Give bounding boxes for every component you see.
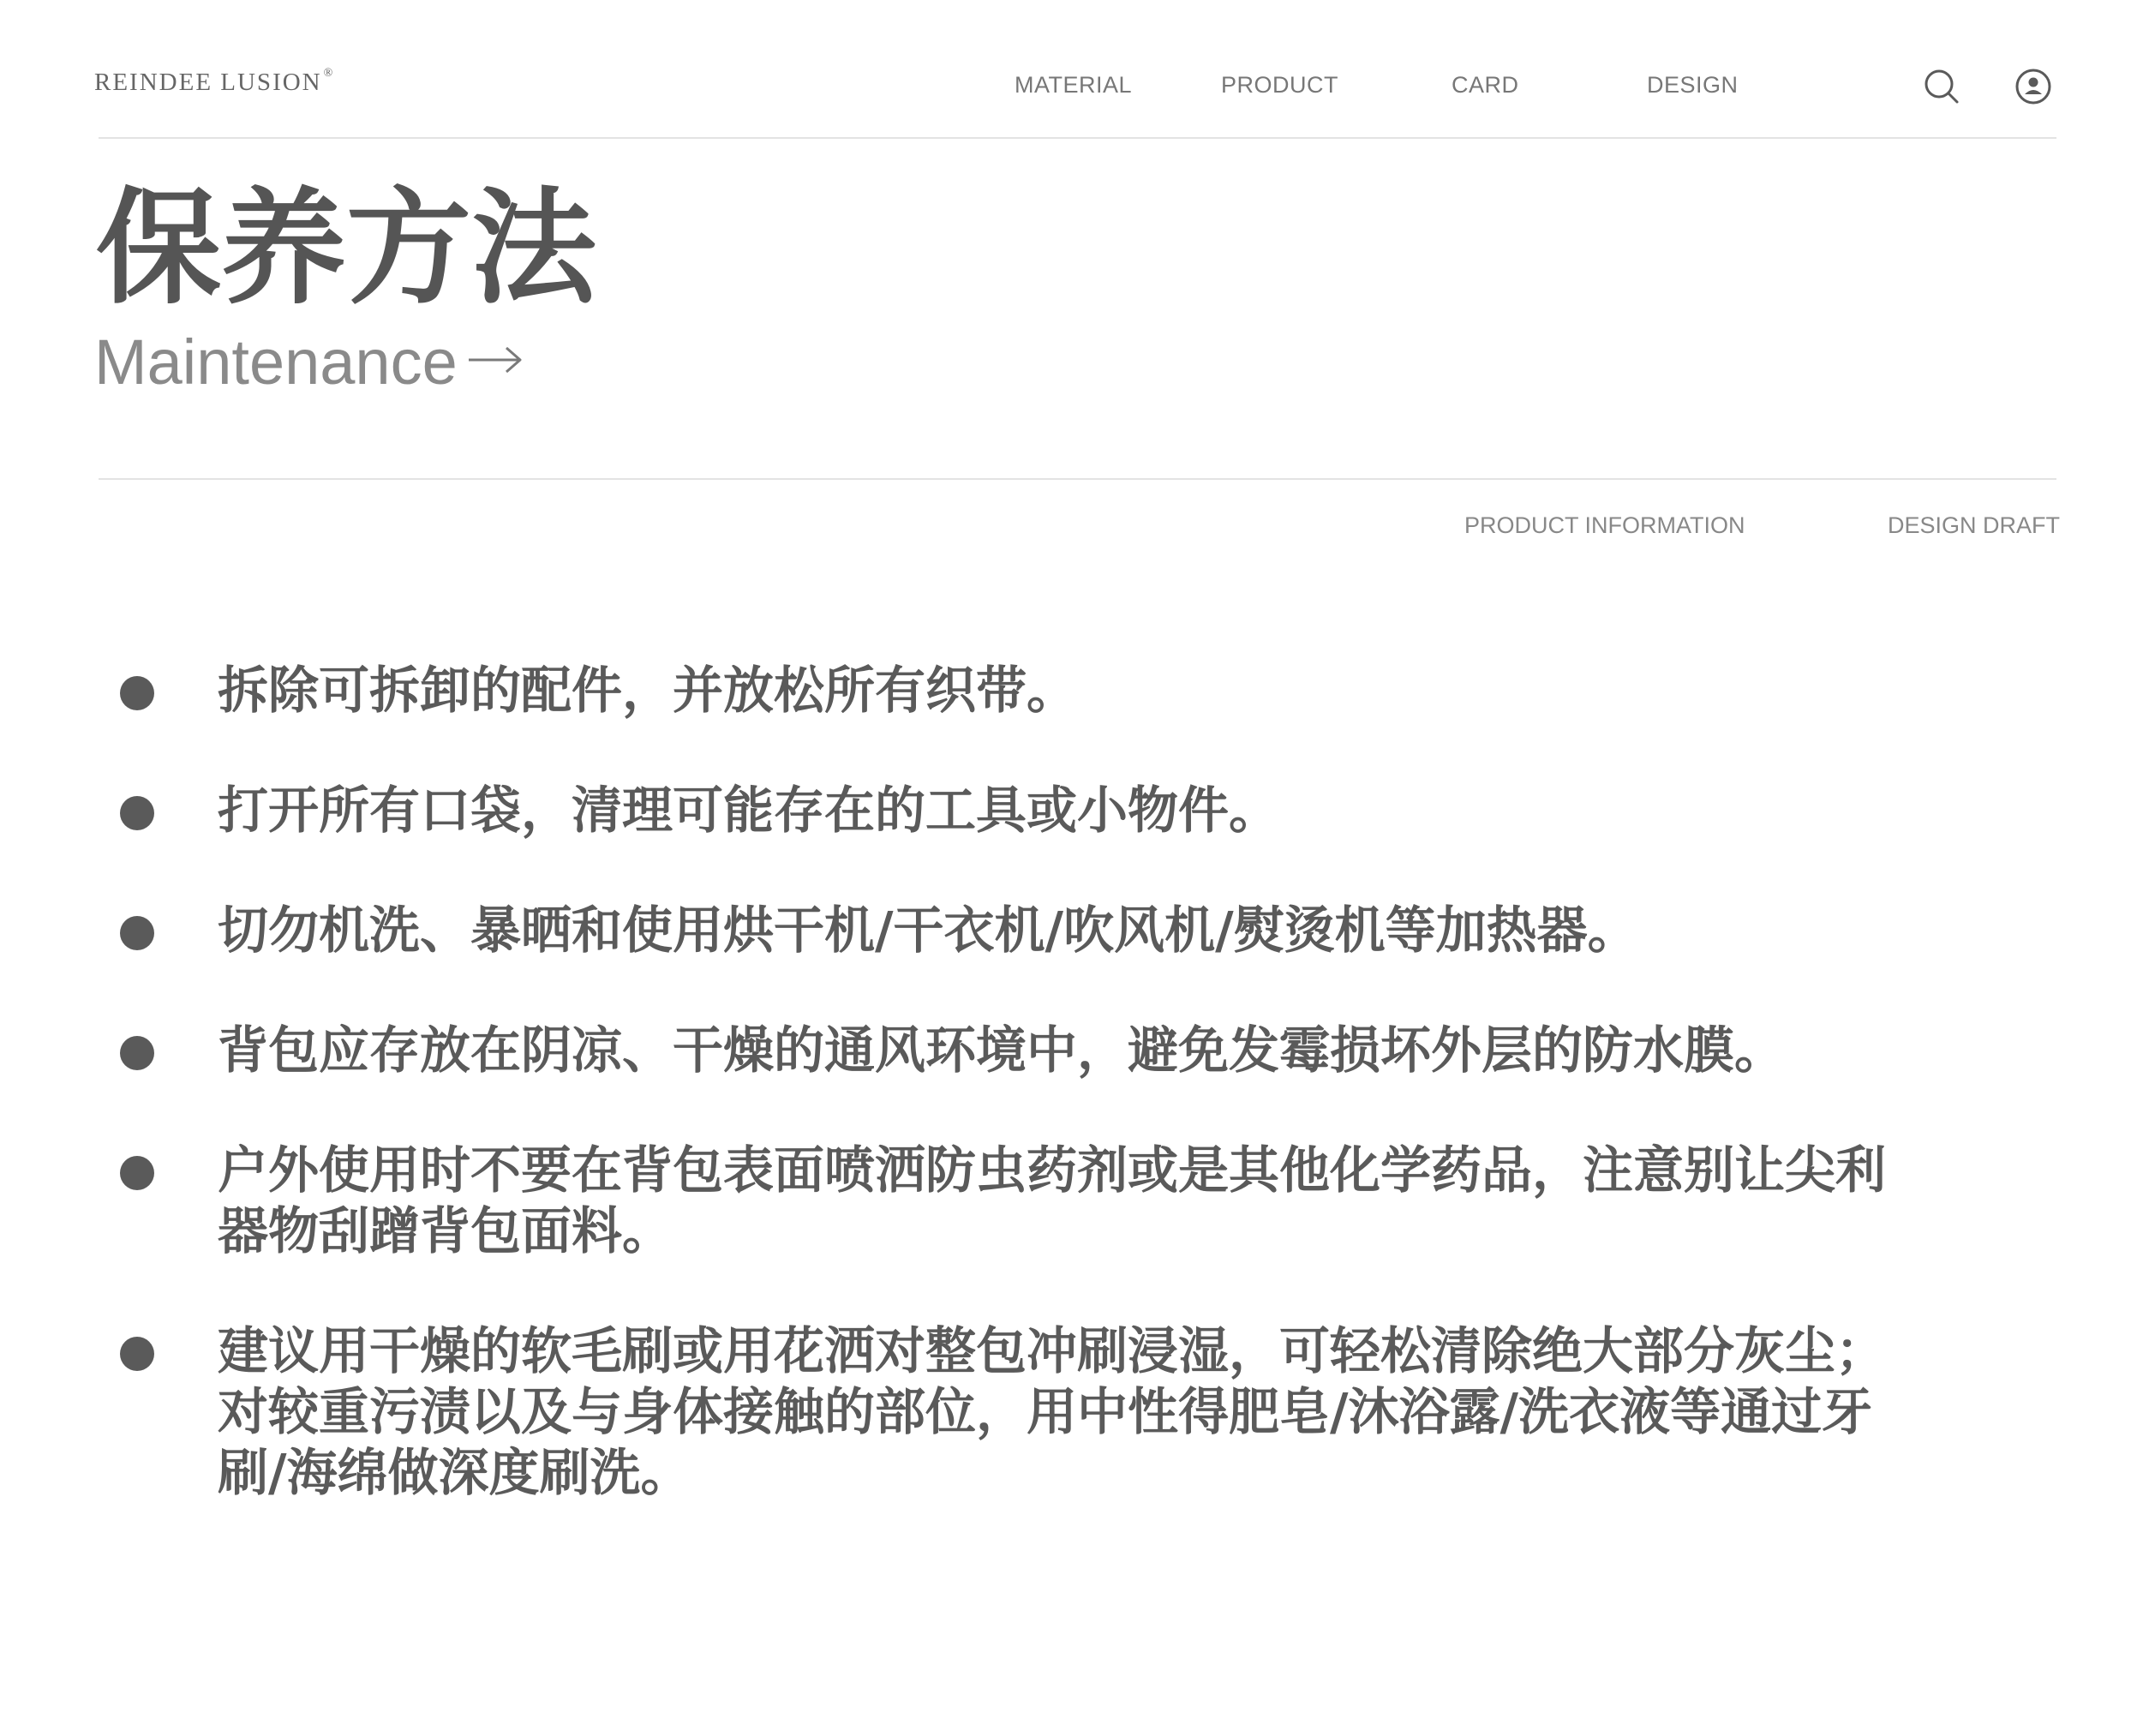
maintenance-tips-list [120,660,1919,1562]
tip-text: 建议用干燥的软毛刷或用花洒对整包冲刷浸湿，可轻松清除绝大部分灰尘；对较重污渍以及与身体接触的部位，用中性得肥皂/沐浴露/洗衣液等通过牙刷/海绵做深度刷洗。 [218,1321,1887,1502]
list-item [120,900,1897,961]
section-divider [99,478,2056,480]
bullet-icon [120,1036,154,1070]
tip-text: 背包应存放在阴凉、干燥的通风环境中，避免发霉损坏外层的防水膜。 [218,1021,1786,1080]
brand-name: REINDEE LUSION [94,69,322,96]
list-item [120,780,1897,841]
arrow-right-icon[interactable] [467,341,524,379]
tip-text: 户外使用时不要在背包表面喷洒防虫药剂或是其他化学药品，注意别让尖利器物刮蹭背包面料。 [218,1140,1887,1260]
bullet-icon [120,676,154,710]
nav-material[interactable]: MATERIAL [1015,72,1133,98]
list-item [120,1020,1897,1081]
tip-text: 切勿机洗、暴晒和使用烘干机/干衣机/吹风机/熨烫机等加热器。 [218,901,1638,960]
nav-card[interactable]: CARD [1452,72,1519,98]
bullet-icon [120,796,154,830]
tip-text: 打开所有口袋，清理可能存在的工具或小物件。 [218,781,1280,840]
bullet-icon [120,1156,154,1190]
header-divider [99,137,2056,139]
search-icon[interactable] [1922,67,1961,106]
tip-text: 拆除可拆卸的配件，并放松所有织带。 [218,661,1078,720]
bullet-icon [120,1337,154,1371]
page-title: 保养方法 [96,176,596,321]
registered-mark: ® [323,67,335,80]
nav-design[interactable]: DESIGN [1647,72,1739,98]
nav-product[interactable]: PRODUCT [1221,72,1338,98]
bullet-icon [120,916,154,950]
user-circle-icon[interactable] [2014,67,2053,106]
list-item [120,1140,1897,1261]
sub-nav-product-information[interactable]: PRODUCT INFORMATION [1464,512,1745,538]
brand-logo[interactable] [94,69,334,97]
list-item [120,1320,1897,1503]
page-subtitle: Maintenance [94,326,458,398]
sub-nav-design-draft[interactable]: DESIGN DRAFT [1888,512,2061,538]
list-item [120,660,1897,721]
